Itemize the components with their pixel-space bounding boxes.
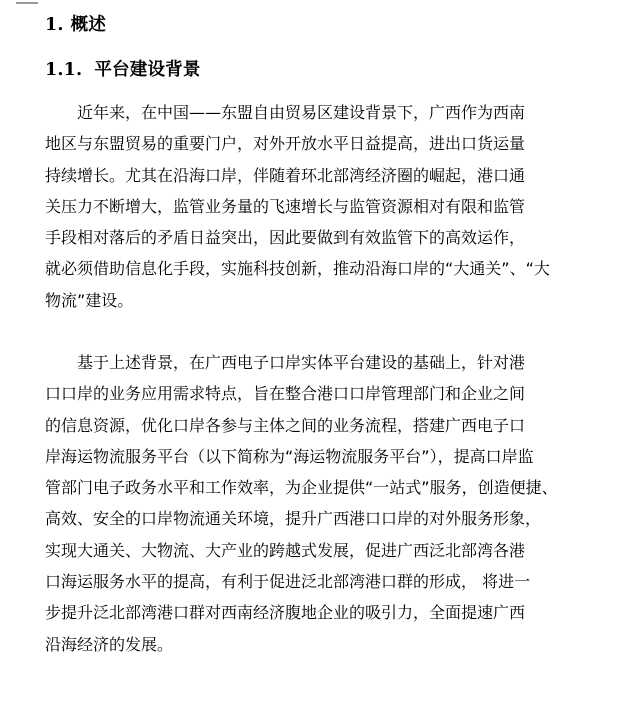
paragraph-line: 管部门电子政务水平和工作效率，为企业提供“一站式”服务，创造便捷、 [45,478,558,498]
paragraph-line: 岸海运物流服务平台（以下简称为“海运物流服务平台”），提高口岸监 [45,446,534,466]
paragraph-line: 物流”建设。 [45,290,134,310]
paragraph-line: 手段相对落后的矛盾日益突出，因此要做到有效监管下的高效运作， [45,228,526,248]
page-header-rule [16,2,38,4]
paragraph-line: 沿海经济的发展。 [45,634,174,654]
paragraph-line [45,347,570,378]
heading-level-1-text: 概述 [70,15,107,35]
paragraph-line: 地区与东盟贸易的重要门户，对外开放水平日益提高，进出口货运量 [45,134,526,154]
paragraph-line [45,97,570,128]
paragraph-background [45,97,570,316]
paragraph-line: 就必须借助信息化手段，实施科技创新，推动沿海口岸的“大通关”、“大 [45,259,550,279]
paragraph-line: 步提升泛北部湾港口群对西南经济腹地企业的吸引力，全面提速广西 [45,603,526,623]
heading-level-2-number: 1.1. [45,60,83,80]
paragraph-line: 关压力不断增大，监管业务量的飞速增长与监管资源相对有限和监管 [45,196,526,216]
paragraph-line: 高效、安全的口岸物流通关环境，提升广西港口口岸的对外服务形象， [45,509,542,529]
heading-level-1 [45,13,106,37]
heading-level-2-text: 平台建设背景 [94,60,201,80]
paragraph-line: 持续增长。尤其在沿海口岸，伴随着环北部湾经济圈的崛起，港口通 [45,165,526,185]
paragraph-line: 的信息资源，优化口岸各参与主体之间的业务流程，搭建广西电子口 [45,415,526,435]
heading-level-2 [45,58,201,82]
paragraph-line: 口海运服务水平的提高，有利于促进泛北部湾港口群的形成， 将进一 [45,572,531,592]
paragraph-line-text: 基于上述背景，在广西电子口岸实体平台建设的基础上，针对港 [77,353,526,372]
heading-level-1-number: 1. [45,15,64,35]
paragraph-line: 实现大通关、大物流、大产业的跨越式发展，促进广西泛北部湾各港 [45,540,526,560]
paragraph-line-text: 近年来，在中国——东盟自由贸易区建设背景下，广西作为西南 [77,103,526,122]
paragraph-platform-overview [45,347,570,660]
paragraph-line: 口口岸的业务应用需求特点，旨在整合港口口岸管理部门和企业之间 [45,384,526,404]
